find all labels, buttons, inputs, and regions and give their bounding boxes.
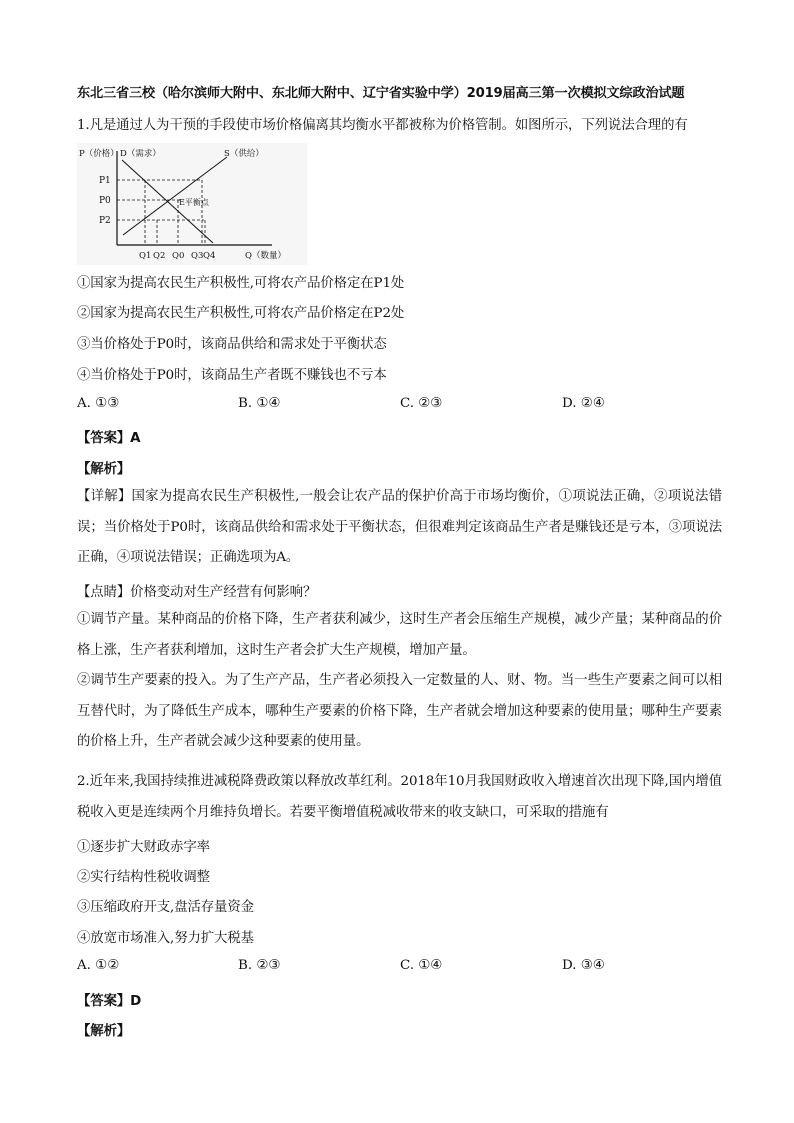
q2-answer: 【答案】D [77, 994, 142, 1009]
equilibrium-label: E平衡点 [179, 198, 209, 207]
q2-item: ①逐步扩大财政赤字率 [77, 840, 210, 855]
p-tick-label: P1 [99, 176, 111, 186]
q1-option-b: B. ①④ [238, 396, 281, 411]
p-tick-label: P0 [99, 196, 111, 206]
q2-option-b: B. ②③ [238, 958, 281, 973]
demand-label: D（需求） [120, 149, 161, 159]
q2-stem: 2.近年来,我国持续推进减税降费政策以释放改革红利。2018年10月我国财政收入增速首次出现下降,国内增值税收入更是连续两个月维持负增长。若要平衡增值税减收带来的收支缺口，可采取的措施有 [77, 774, 722, 820]
q-tick-label: Q2 [153, 251, 166, 261]
q2-item: ②实行结构性税收调整 [77, 870, 210, 885]
x-axis-label: Q（数量） [245, 251, 286, 261]
q1-item: ②国家为提高农民生产积极性,可将农产品价格定在P2处 [77, 306, 405, 321]
q1-option-c: C. ②③ [400, 396, 443, 411]
q1-tip-2: ②调节生产要素的投入。为了生产产品，生产者必须投入一定数量的人、财、物。当一些生产要素之间可以相互替代时，为了降低生产成本，哪种生产要素的价格下降，生产者就会增加这种要素的使用量；哪种生产要素的价格上升，生产者就会减少这种要素的使用量。 [77, 673, 722, 749]
q-tick-label: Q3 [191, 251, 204, 261]
q-tick-label: Q1 [139, 251, 152, 261]
q2-option-a: A. ①② [77, 958, 120, 973]
q1-answer: 【答案】A [77, 431, 141, 446]
q1-tip-1: ①调节产量。某种商品的价格下降，生产者获利减少，这时生产者会压缩生产规模，减少产量；某种商品的价格上涨，生产者获利增加，这时生产者会扩大生产规模，增加产量。 [77, 612, 722, 658]
p-tick-label: P2 [99, 216, 111, 226]
q1-item: ③当价格处于P0时，该商品供给和需求处于平衡状态 [77, 337, 387, 352]
q1-item: ①国家为提高农民生产积极性,可将农产品价格定在P1处 [77, 276, 405, 291]
q2-option-d: D. ③④ [562, 958, 605, 973]
q2-item: ③压缩政府开支,盘活存量资金 [77, 900, 254, 915]
q1-option-a: A. ①③ [77, 396, 120, 411]
q2-analysis-heading: 【解析】 [77, 1024, 131, 1039]
document-title: 东北三省三校（哈尔滨师大附中、东北师大附中、辽宁省实验中学）2019届高三第一次模拟文综政治试题 [77, 86, 685, 101]
q1-detail: 【详解】国家为提高农民生产积极性,一般会让农产品的保护价高于市场均衡价，①项说法正确，②项说法错误；当价格处于P0时，该商品供给和需求处于平衡状态，但很难判定该商品生产者是赚钱还是亏本，③项说法正确，④项说法错误；正确选项为A。 [77, 489, 722, 565]
y-axis-label: P（价格） [79, 149, 119, 159]
q-tick-label: Q0 [172, 251, 185, 261]
q1-option-d: D. ②④ [562, 396, 605, 411]
supply-label: S（供给） [224, 149, 264, 159]
q-tick-label: Q4 [203, 251, 216, 261]
q1-stem: 1.凡是通过人为干预的手段使市场价格偏离其均衡水平都被称为价格管制。如图所示，下列说法合理的有 [77, 118, 688, 133]
q1-item: ④当价格处于P0时，该商品生产者既不赚钱也不亏本 [77, 368, 387, 383]
q2-option-c: C. ①④ [400, 958, 443, 973]
q1-analysis-heading: 【解析】 [77, 462, 131, 477]
supply-demand-graph [77, 143, 307, 265]
q2-item: ④放宽市场准入,努力扩大税基 [77, 931, 254, 946]
q1-tip-title: 【点睛】价格变动对生产经营有何影响？ [77, 585, 317, 600]
